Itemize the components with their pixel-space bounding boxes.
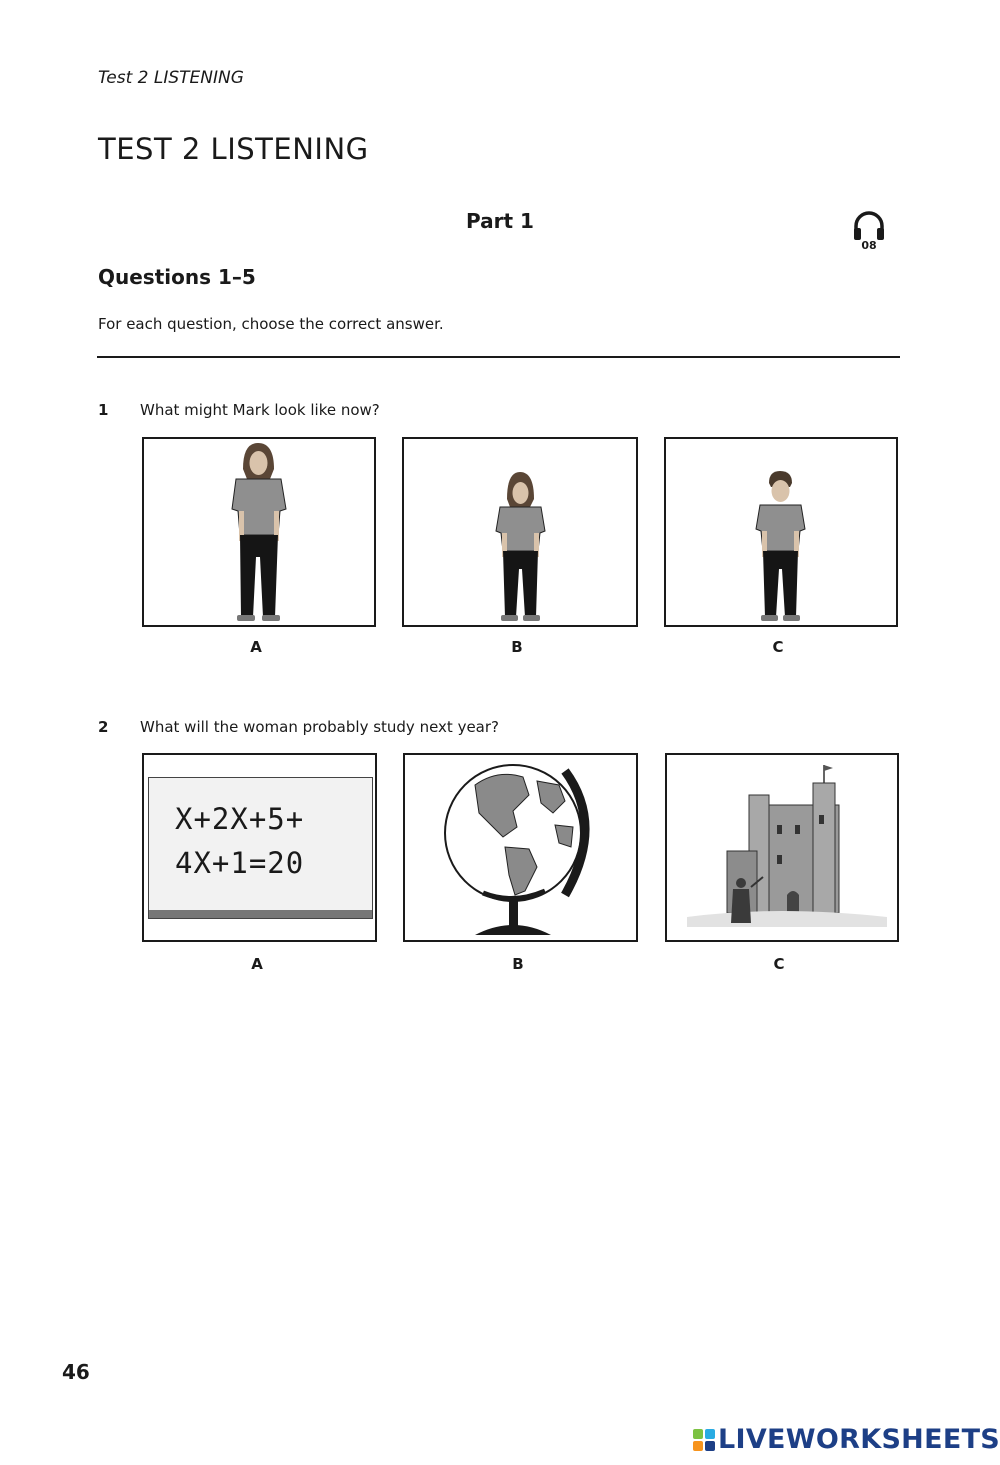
globe-image (405, 755, 636, 940)
page-number: 46 (62, 1360, 90, 1384)
questions-heading: Questions 1–5 (98, 265, 256, 289)
grid-logo-icon (693, 1429, 715, 1451)
instruction-text: For each question, choose the correct answer. (98, 315, 444, 333)
board-line-1: X+2X+5+ (175, 802, 305, 836)
q1-option-a-image[interactable] (142, 437, 376, 627)
question-2 (98, 718, 499, 736)
headphones-icon (851, 210, 887, 242)
man-long-hair-short-image (404, 439, 636, 625)
audio-track-number: 08 (861, 239, 877, 252)
option-letter: C (773, 955, 785, 973)
question-number: 2 (98, 718, 109, 736)
option-letter: B (512, 955, 524, 973)
question-text: What might Mark look like now? (140, 401, 380, 419)
question-number: 1 (98, 401, 109, 419)
audio-track-badge[interactable] (851, 210, 887, 260)
running-head: Test 2 LISTENING (98, 68, 244, 88)
whiteboard (148, 777, 373, 919)
part-heading: Part 1 (466, 209, 534, 233)
q2-option-c-image[interactable] (665, 753, 899, 942)
q2-option-a-image[interactable] (142, 753, 377, 942)
option-letter: B (511, 638, 523, 656)
man-long-hair-tall-image (144, 439, 374, 625)
question-text: What will the woman probably study next year? (140, 718, 500, 736)
brand-name: LIVEWORKSHEETS (718, 1424, 1000, 1455)
man-short-hair-image (666, 439, 896, 625)
board-line-2: 4X+1=20 (175, 846, 305, 880)
divider (97, 356, 900, 358)
option-letter: A (250, 638, 262, 656)
page-title: TEST 2 LISTENING (98, 132, 369, 166)
question-1 (98, 401, 380, 419)
q2-option-b-image[interactable] (403, 753, 638, 942)
liveworksheets-logo[interactable] (693, 1424, 1000, 1455)
option-letter: C (772, 638, 784, 656)
option-letter: A (251, 955, 263, 973)
q1-option-c-image[interactable] (664, 437, 898, 627)
castle-image (667, 755, 897, 940)
board-ledge (149, 910, 372, 918)
q1-option-b-image[interactable] (402, 437, 638, 627)
